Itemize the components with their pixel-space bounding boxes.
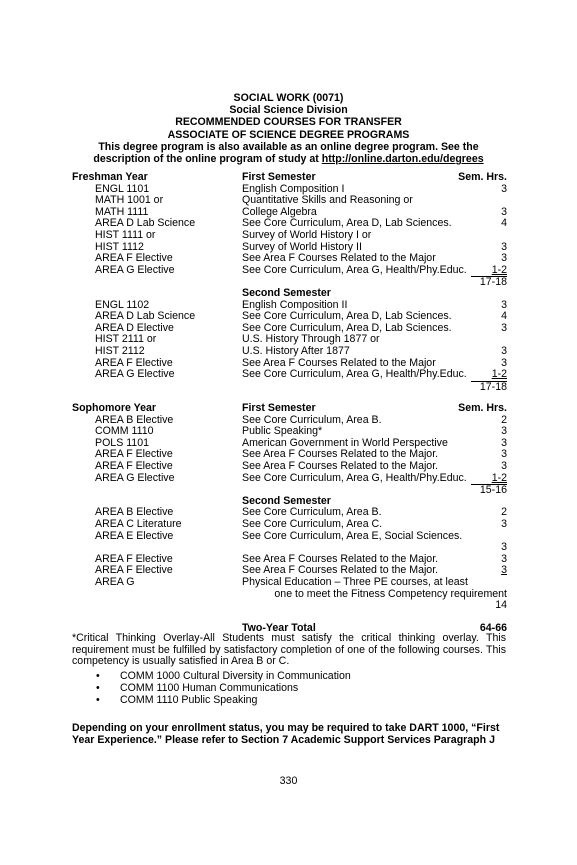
course-description: See Core Curriculum, Area D, Lab Sciences. [242, 321, 452, 334]
document-header [0, 92, 577, 165]
course-hours: 3 [501, 541, 507, 554]
course-code: MATH 1111 [95, 205, 149, 218]
course-description: See Core Curriculum, Area B. [242, 413, 382, 426]
list-item [96, 694, 351, 706]
course-description: English Composition I [242, 182, 345, 195]
course-description: See Area F Courses Related to the Major. [242, 448, 439, 461]
enrollment-note-line: Year Experience.” Please refer to Section 7 Academic Support Services Paragraph J [72, 734, 495, 747]
course-code: POLS 1101 [95, 436, 149, 449]
course-code: AREA F Elective [95, 459, 173, 472]
bullet-icon: • [96, 670, 100, 682]
semester-total-row [72, 484, 507, 496]
course-row [72, 369, 507, 381]
course-code: AREA D Lab Science [95, 217, 196, 230]
course-description: See Core Curriculum, Area B. [242, 506, 382, 519]
course-description: See Area F Courses Related to the Major [242, 252, 436, 265]
course-code: AREA F Elective [95, 252, 173, 265]
course-code: AREA G Elective [95, 263, 175, 276]
course-row [72, 265, 507, 277]
semester-total: 15-16 [471, 484, 507, 497]
list-item [96, 670, 351, 682]
course-row [72, 577, 507, 589]
course-code: HIST 2111 or [95, 333, 157, 346]
list-item [96, 682, 351, 694]
course-description: College Algebra [242, 205, 317, 218]
semester-total: 14 [495, 599, 507, 612]
course-code: AREA B Elective [95, 506, 174, 519]
course-description: Survey of World History I or [242, 228, 372, 241]
course-hours: 3 [501, 436, 507, 449]
course-description: See Core Curriculum, Area G, Health/Phy.Educ. [242, 471, 467, 484]
course-code: AREA F Elective [95, 552, 173, 565]
course-hours: 2 [501, 413, 507, 426]
course-description-continuation: one to meet the Fitness Competency requirement [274, 587, 507, 600]
semester-total: 17-18 [471, 381, 507, 394]
course-hours: 3 [501, 252, 507, 265]
semester-label: First Semester [242, 402, 316, 414]
course-hours: 3 [501, 448, 507, 461]
bullet-icon: • [96, 682, 100, 694]
course-description: See Area F Courses Related to the Major. [242, 564, 439, 577]
sophomore-second-semester-courses [72, 507, 507, 588]
course-hours: 1-2 [491, 263, 507, 276]
course-description: U.S. History Through 1877 or [242, 333, 380, 346]
course-code: AREA F Elective [95, 564, 173, 577]
course-hours: 2 [501, 506, 507, 519]
page-number: 330 [279, 775, 298, 787]
course-hours: 3 [501, 182, 507, 195]
enrollment-note-line: Depending on your enrollment status, you may be required to take DART 1000, “First [72, 722, 500, 734]
online-note: This degree program is also available as an online degree program. See the [98, 140, 479, 153]
sophomore-first-semester-courses [72, 415, 507, 485]
course-description: Quantitative Skills and Reasoning or [242, 194, 413, 207]
continuation-row [72, 589, 507, 601]
course-description: See Area F Courses Related to the Major. [242, 459, 439, 472]
course-hours: 3 [501, 240, 507, 253]
list-item-text: COMM 1100 Human Communications [120, 682, 299, 694]
semester-label: First Semester [242, 171, 316, 183]
course-row [72, 519, 507, 531]
bullet-icon: • [96, 694, 100, 706]
freshman-header-row [72, 172, 507, 184]
course-bullet-list [96, 670, 351, 706]
hours-header: Sem. Hrs. [458, 402, 507, 414]
course-row [72, 473, 507, 485]
course-code: MATH 1001 or [95, 194, 164, 207]
course-code: ENGL 1101 [95, 182, 150, 195]
course-hours: 3 [501, 564, 507, 577]
course-code: AREA C Literature [95, 517, 182, 530]
course-description: English Composition II [242, 298, 348, 311]
freshman-year-section [72, 172, 507, 392]
semester-total-row [72, 600, 507, 612]
two-year-total-label: Two-Year Total [242, 622, 316, 635]
course-description: See Core Curriculum, Area E, Social Sciences. [242, 529, 463, 542]
course-hours: 4 [501, 217, 507, 230]
course-code: HIST 1111 or [95, 228, 156, 241]
freshman-second-semester-courses [72, 300, 507, 381]
course-description: Survey of World History II [242, 240, 362, 253]
course-description: See Core Curriculum, Area G, Health/Phy.Educ. [242, 263, 467, 276]
semester-label: Second Semester [242, 494, 331, 507]
course-hours: 3 [501, 356, 507, 369]
second-semester-header-row [72, 288, 507, 300]
program-title: SOCIAL WORK (0071) [233, 92, 344, 104]
enrollment-note [72, 722, 512, 746]
course-hours: 3 [501, 552, 507, 565]
course-code: AREA G [95, 575, 135, 588]
course-description: See Area F Courses Related to the Major. [242, 552, 439, 565]
critical-thinking-note: *Critical Thinking Overlay-All Students must satisfy the critical thinking overlay. This requirement must be fulfilled by satisfactory completion of one of the following courses. This competency is usually satisfied in Area B or C. [72, 632, 506, 668]
course-hours: 3 [501, 517, 507, 530]
course-code: COMM 1110 [95, 425, 154, 438]
online-note-prefix: description of the online program of study at [93, 153, 322, 166]
course-row [72, 230, 507, 242]
semester-label: Second Semester [242, 286, 331, 299]
course-code: AREA G Elective [95, 368, 175, 381]
course-row [72, 253, 507, 265]
online-note-link-line [0, 153, 577, 165]
list-item-text: COMM 1110 Public Speaking [120, 694, 258, 706]
course-description: See Core Curriculum, Area C. [242, 517, 383, 530]
year-label: Sophomore Year [72, 402, 156, 414]
course-hours: 1-2 [491, 368, 507, 381]
course-row [72, 461, 507, 473]
course-hours: 4 [501, 310, 507, 323]
division-name: Social Science Division [229, 104, 348, 117]
year-label: Freshman Year [72, 171, 148, 183]
course-code: AREA D Elective [95, 321, 174, 334]
hours-header: Sem. Hrs. [458, 171, 507, 183]
course-row [72, 542, 507, 554]
course-hours: 3 [501, 425, 507, 438]
course-description: See Core Curriculum, Area D, Lab Sciences. [242, 217, 452, 230]
list-item-text: COMM 1000 Cultural Diversity in Communication [120, 670, 351, 682]
course-description: U.S. History After 1877 [242, 344, 350, 357]
course-code: AREA B Elective [95, 413, 174, 426]
course-hours: 3 [501, 298, 507, 311]
freshman-first-semester-courses [72, 184, 507, 277]
course-code: AREA D Lab Science [95, 310, 196, 323]
course-description: See Area F Courses Related to the Major [242, 356, 436, 369]
two-year-total-value: 64-66 [479, 622, 507, 635]
course-description: Physical Education – Three PE courses, at least [242, 575, 468, 588]
course-code: AREA E Elective [95, 529, 174, 542]
online-degrees-link[interactable]: http://online.darton.edu/degrees [321, 153, 484, 166]
course-row [72, 346, 507, 358]
sophomore-header-row [72, 403, 507, 415]
course-code: AREA F Elective [95, 356, 173, 369]
degree-type: ASSOCIATE OF SCIENCE DEGREE PROGRAMS [167, 128, 410, 141]
course-code: HIST 2112 [95, 344, 145, 357]
course-code: AREA F Elective [95, 448, 173, 461]
course-row [72, 531, 507, 543]
course-code: HIST 1112 [95, 240, 144, 253]
course-description: Public Speaking* [242, 425, 323, 438]
semester-total: 17-18 [471, 276, 507, 289]
course-description: American Government in World Perspective [242, 436, 448, 449]
course-hours: 3 [501, 321, 507, 334]
course-hours: 3 [501, 205, 507, 218]
semester-total-row [72, 381, 507, 393]
document-subtitle: RECOMMENDED COURSES FOR TRANSFER [175, 116, 402, 129]
course-code: AREA G Elective [95, 471, 175, 484]
course-row [72, 311, 507, 323]
course-hours: 3 [501, 344, 507, 357]
course-hours: 3 [501, 459, 507, 472]
course-description: See Core Curriculum, Area D, Lab Sciences. [242, 310, 452, 323]
course-code: ENGL 1102 [95, 298, 150, 311]
course-hours: 1-2 [491, 471, 507, 484]
sophomore-year-section [72, 403, 507, 635]
course-description: See Core Curriculum, Area G, Health/Phy.Educ. [242, 368, 467, 381]
